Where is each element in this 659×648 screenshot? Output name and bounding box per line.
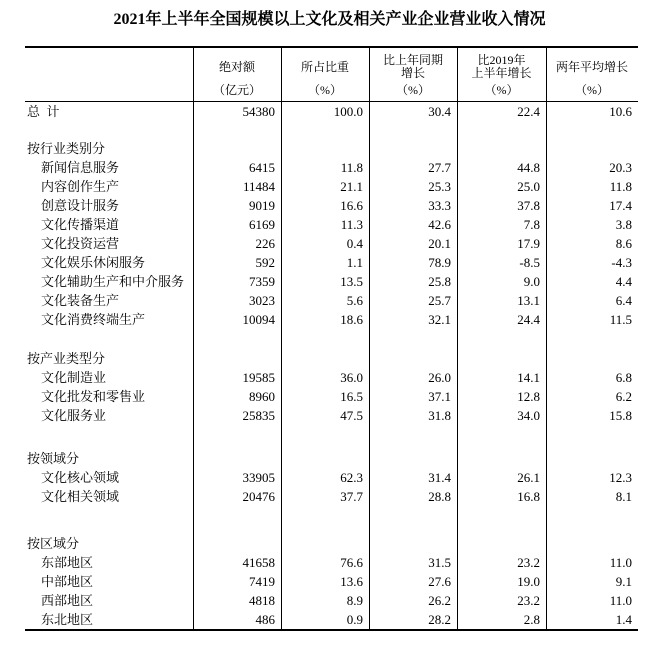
row-value: 26.2 xyxy=(428,593,451,608)
row-value: 25.7 xyxy=(428,293,451,308)
row-value: 78.9 xyxy=(428,255,451,270)
table-row xyxy=(25,253,638,272)
table-row xyxy=(25,234,638,253)
row-value: 27.7 xyxy=(428,160,451,175)
row-value: 10094 xyxy=(242,312,275,327)
row-label: 创意设计服务 xyxy=(41,198,120,213)
row-value: -8.5 xyxy=(519,255,540,270)
row-value: 14.1 xyxy=(517,370,540,385)
row-value: 31.4 xyxy=(428,470,451,485)
row-label: 文化核心领域 xyxy=(41,470,120,485)
row-value: 30.4 xyxy=(428,104,451,119)
row-value: 8960 xyxy=(249,389,275,404)
row-value: 18.6 xyxy=(340,312,363,327)
row-value: 11.0 xyxy=(609,555,632,570)
row-value xyxy=(369,349,457,368)
row-value: 47.5 xyxy=(340,408,363,423)
row-value: 31.8 xyxy=(428,408,451,423)
row-value: 226 xyxy=(255,236,275,251)
row-value xyxy=(369,534,457,553)
table-row xyxy=(25,591,638,610)
row-value xyxy=(369,449,457,468)
row-value xyxy=(193,139,281,158)
row-value: 20.3 xyxy=(609,160,632,175)
header-line: 比上年同期 xyxy=(382,53,443,67)
row-value: 17.4 xyxy=(609,198,632,213)
row-label: 文化辅助生产和中介服务 xyxy=(41,274,185,289)
column-header-unit: （%） xyxy=(484,83,519,97)
row-label: 西部地区 xyxy=(41,593,94,608)
row-value: 20.1 xyxy=(428,236,451,251)
row-value: 34.0 xyxy=(517,408,540,423)
row-value: 6.8 xyxy=(615,370,632,385)
table-body xyxy=(25,102,638,629)
row-value xyxy=(281,139,369,158)
row-value: 44.8 xyxy=(517,160,540,175)
row-value: 23.2 xyxy=(517,555,540,570)
table-row xyxy=(25,406,638,425)
column-header-unit: （%） xyxy=(575,83,609,97)
table-row xyxy=(25,215,638,234)
column-header-text xyxy=(193,51,281,83)
row-value: 24.4 xyxy=(517,312,540,327)
row-value xyxy=(457,449,546,468)
row-value: 3023 xyxy=(249,293,275,308)
row-value: 25.3 xyxy=(428,179,451,194)
row-value xyxy=(281,449,369,468)
row-label: 总 计 xyxy=(27,104,60,119)
row-value: 7419 xyxy=(249,574,275,589)
column-header-two-year-avg-growth xyxy=(546,48,638,101)
row-value: 13.6 xyxy=(340,574,363,589)
row-label: 文化服务业 xyxy=(41,408,107,423)
row-label: 按区域分 xyxy=(27,536,80,551)
data-table xyxy=(25,46,638,631)
row-value: 3.8 xyxy=(615,217,632,232)
column-header-unit: （%） xyxy=(396,83,430,97)
row-value: 6415 xyxy=(249,160,275,175)
row-value: 23.2 xyxy=(517,593,540,608)
row-value: 32.1 xyxy=(428,312,451,327)
row-value: 22.4 xyxy=(517,104,540,119)
row-value: 36.0 xyxy=(340,370,363,385)
row-value: 37.7 xyxy=(340,489,363,504)
table-row xyxy=(25,310,638,329)
table-row xyxy=(25,139,638,158)
row-value: 9019 xyxy=(249,198,275,213)
row-value: 11.0 xyxy=(609,593,632,608)
row-value: 4818 xyxy=(249,593,275,608)
row-label: 文化娱乐休闲服务 xyxy=(41,255,146,270)
row-value: 15.8 xyxy=(609,408,632,423)
row-value xyxy=(193,449,281,468)
row-value xyxy=(193,534,281,553)
row-value: 20476 xyxy=(242,489,275,504)
row-value: 26.1 xyxy=(517,470,540,485)
row-label: 中部地区 xyxy=(41,574,94,589)
row-value xyxy=(281,349,369,368)
row-value: 28.8 xyxy=(428,489,451,504)
row-value: 54380 xyxy=(242,104,275,119)
row-value xyxy=(546,449,638,468)
row-value: 9.0 xyxy=(523,274,540,289)
header-line: 绝对额 xyxy=(218,59,255,74)
row-value: 6169 xyxy=(249,217,275,232)
row-value: 16.6 xyxy=(340,198,363,213)
table-row xyxy=(25,449,638,468)
row-value: 37.8 xyxy=(517,198,540,213)
row-value: 100.0 xyxy=(333,104,363,119)
row-value xyxy=(546,349,638,368)
row-value: 33.3 xyxy=(428,198,451,213)
row-value: 19585 xyxy=(242,370,275,385)
row-value: 41658 xyxy=(242,555,275,570)
row-label: 按领域分 xyxy=(27,451,80,466)
row-value: 486 xyxy=(255,612,275,627)
row-value: 25.0 xyxy=(517,179,540,194)
row-value xyxy=(546,534,638,553)
row-value: 6.4 xyxy=(615,293,632,308)
row-value: 10.6 xyxy=(609,104,632,119)
row-value: 11.8 xyxy=(340,160,363,175)
row-value xyxy=(281,534,369,553)
row-label: 文化批发和零售业 xyxy=(41,389,146,404)
page-title: 2021年上半年全国规模以上文化及相关产业企业营业收入情况 xyxy=(113,11,546,28)
row-label: 内容创作生产 xyxy=(41,179,120,194)
row-label: 文化装备生产 xyxy=(41,293,120,308)
row-value: 12.8 xyxy=(517,389,540,404)
column-header-share xyxy=(281,48,369,101)
table-header xyxy=(25,48,638,102)
row-value xyxy=(369,139,457,158)
row-label: 文化投资运营 xyxy=(41,236,120,251)
row-value xyxy=(546,139,638,158)
row-value: -4.3 xyxy=(611,255,632,270)
row-value: 4.4 xyxy=(615,274,632,289)
table-row xyxy=(25,553,638,572)
row-label: 文化消费终端生产 xyxy=(41,312,146,327)
row-value: 25835 xyxy=(242,408,275,423)
row-label: 新闻信息服务 xyxy=(41,160,120,175)
row-value: 8.9 xyxy=(346,593,363,608)
table-row xyxy=(25,468,638,487)
row-label: 东部地区 xyxy=(41,555,94,570)
row-value: 33905 xyxy=(242,470,275,485)
column-header-unit: （%） xyxy=(308,83,342,97)
row-value: 11.5 xyxy=(609,312,632,327)
row-label: 按行业类别分 xyxy=(27,141,106,156)
header-line: 增长 xyxy=(400,66,425,80)
row-label: 文化传播渠道 xyxy=(41,217,120,232)
row-value: 28.2 xyxy=(428,612,451,627)
table-row xyxy=(25,272,638,291)
row-value: 16.5 xyxy=(340,389,363,404)
row-value: 27.6 xyxy=(428,574,451,589)
table-row xyxy=(25,572,638,591)
row-value xyxy=(457,534,546,553)
row-value: 31.5 xyxy=(428,555,451,570)
header-line: 两年平均增长 xyxy=(555,59,628,74)
row-value: 6.2 xyxy=(615,389,632,404)
table-row xyxy=(25,610,638,629)
row-value: 11.8 xyxy=(609,179,632,194)
column-header-text xyxy=(369,51,457,83)
row-value: 13.5 xyxy=(340,274,363,289)
row-value xyxy=(457,139,546,158)
column-header-text xyxy=(457,51,546,83)
row-value: 19.0 xyxy=(517,574,540,589)
row-value: 76.6 xyxy=(340,555,363,570)
row-label: 文化相关领域 xyxy=(41,489,120,504)
row-value: 26.0 xyxy=(428,370,451,385)
row-value: 8.6 xyxy=(615,236,632,251)
row-value: 5.6 xyxy=(346,293,363,308)
column-header-text xyxy=(281,51,369,83)
row-value: 11484 xyxy=(242,179,275,194)
column-header-absolute-amount xyxy=(193,48,281,101)
header-line: 所占比重 xyxy=(300,59,349,74)
row-value: 7.8 xyxy=(523,217,540,232)
row-value: 592 xyxy=(255,255,275,270)
column-header-unit: （亿元） xyxy=(212,83,261,97)
table-row xyxy=(25,158,638,177)
header-line: 上半年增长 xyxy=(471,66,532,80)
row-value: 1.4 xyxy=(615,612,632,627)
table-row xyxy=(25,368,638,387)
table-row xyxy=(25,534,638,553)
row-value: 13.1 xyxy=(517,293,540,308)
row-value xyxy=(193,349,281,368)
table-row xyxy=(25,487,638,506)
row-label: 文化制造业 xyxy=(41,370,107,385)
header-line: 比2019年 xyxy=(477,53,526,67)
row-value: 17.9 xyxy=(517,236,540,251)
column-header-vs-2019-growth xyxy=(457,48,546,101)
row-value xyxy=(457,349,546,368)
row-value: 0.4 xyxy=(346,236,363,251)
row-value: 37.1 xyxy=(428,389,451,404)
row-value: 62.3 xyxy=(340,470,363,485)
row-value: 8.1 xyxy=(615,489,632,504)
table-row xyxy=(25,291,638,310)
row-label: 东北地区 xyxy=(41,612,94,627)
table-row xyxy=(25,387,638,406)
row-value: 7359 xyxy=(249,274,275,289)
table-row xyxy=(25,102,638,121)
row-value: 9.1 xyxy=(615,574,632,589)
row-value: 21.1 xyxy=(340,179,363,194)
row-value: 12.3 xyxy=(609,470,632,485)
row-value: 25.8 xyxy=(428,274,451,289)
column-header-text xyxy=(546,51,638,83)
table-row xyxy=(25,196,638,215)
row-value: 16.8 xyxy=(517,489,540,504)
column-header-yoy-growth xyxy=(369,48,457,101)
row-value: 1.1 xyxy=(346,255,363,270)
row-value: 2.8 xyxy=(523,612,540,627)
row-label: 按产业类型分 xyxy=(27,351,106,366)
row-value: 42.6 xyxy=(428,217,451,232)
row-value: 11.3 xyxy=(340,217,363,232)
table-row xyxy=(25,349,638,368)
row-value: 0.9 xyxy=(346,612,363,627)
table-row xyxy=(25,177,638,196)
